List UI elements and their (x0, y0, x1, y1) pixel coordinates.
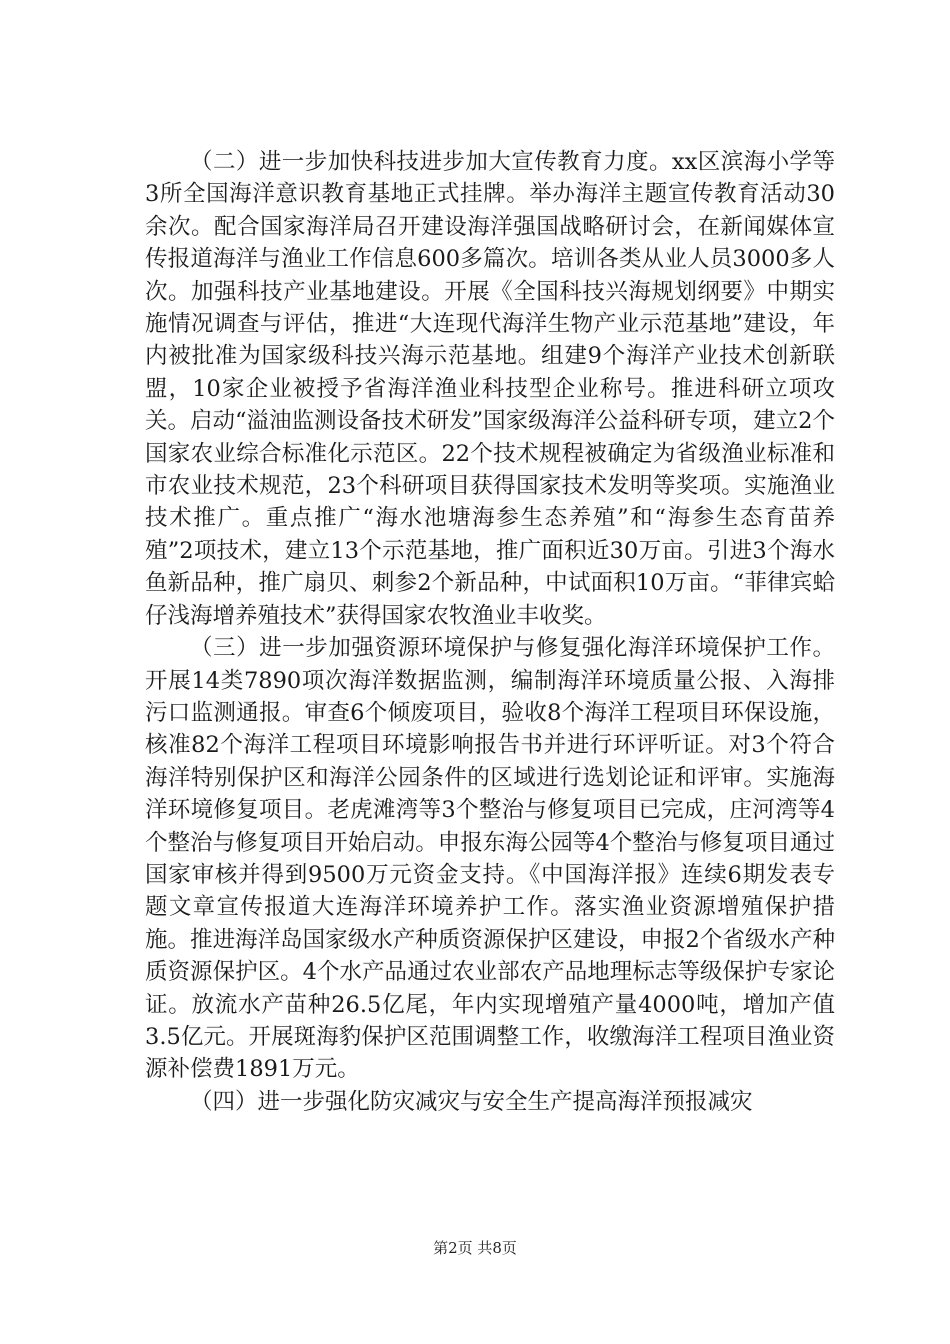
paragraph-section-3: （三）进一步加强资源环境保护与修复强化海洋环境保护工作。开展14类7890项次海洋数据监测，编制海洋环境质量公报、入海排污口监测通报。审查6个倾废项目，验收8个海洋工程项目环保设施，核准82个海洋工程项目环境影响报告书并进行环评听证。对3个符合海洋特别保护区和海洋公园条件的区域进行选划论证和评审。实施海洋环境修复项目。老虎滩湾等3个整治与修复项目已完成，庄河湾等4个整治与修复项目开始启动。申报东海公园等4个整治与修复项目通过国家审核并得到9500万元资金支持。《中国海洋报》连续6期发表专题文章宣传报道大连海洋环境养护工作。落实渔业资源增殖保护措施。推进海洋岛国家级水产种质资源保护区建设，申报2个省级水产种质资源保护区。4个水产品通过农业部农产品地理标志等级保护专家论证。放流水产苗种26.5亿尾，年内实现增殖产量4000吨，增加产值3.5亿元。开展斑海豹保护区范围调整工作，收缴海洋工程项目渔业资源补偿费1891万元。 (145, 635, 835, 1083)
page-number-label: 第2页 共8页 (433, 1239, 517, 1257)
paragraph-section-4: （四）进一步强化防灾减灾与安全生产提高海洋预报减灾 (190, 1088, 753, 1115)
paragraph-section-2: （二）进一步加快科技进步加大宣传教育力度。xx区滨海小学等3所全国海洋意识教育基地正式挂牌。举办海洋主题宣传教育活动30余次。配合国家海洋局召开建设海洋强国战略研讨会，在新闻媒体宣传报道海洋与渔业工作信息600多篇次。培训各类从业人员3000多人次。加强科技产业基地建设。开展《全国科技兴海规划纲要》中期实施情况调查与评估，推进“大连现代海洋生物产业示范基地”建设，年内被批准为国家级科技兴海示范基地。组建9个海洋产业技术创新联盟，10家企业被授予省海洋渔业科技型企业称号。推进科研立项攻关。启动“溢油监测设备技术研发”国家级海洋公益科研专项，建立2个国家农业综合标准化示范区。22个技术规程被确定为省级渔业标准和市农业技术规范，23个科研项目获得国家技术发明等奖项。实施渔业技术推广。重点推广“海水池塘海参生态养殖”和“海参生态育苗养殖”2项技术，建立13个示范基地，推广面积近30万亩。引进3个海水鱼新品种，推广扇贝、刺参2个新品种，中试面积10万亩。“菲律宾蛤仔浅海增养殖技术”获得国家农牧渔业丰收奖。 (145, 149, 835, 629)
document-body (145, 146, 835, 1118)
page-footer (0, 1238, 950, 1258)
